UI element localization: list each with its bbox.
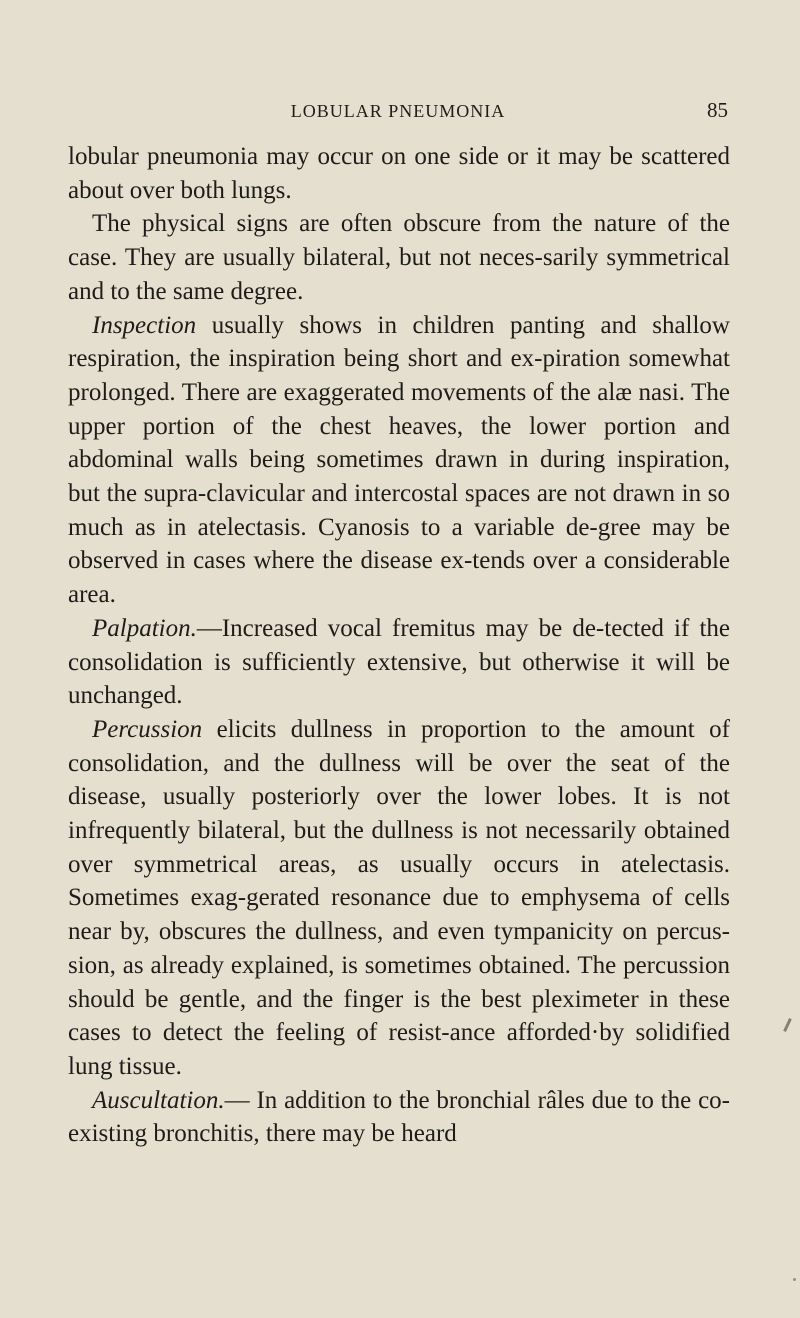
paragraph-text: The physical signs are often obscure from the nature of the case. They are usually bilateral, but not neces-sarily symmetrical and to the same degree. bbox=[68, 210, 730, 305]
paragraph-auscultation bbox=[68, 1084, 730, 1151]
paragraph-physical-signs bbox=[68, 207, 730, 308]
paragraph-percussion bbox=[68, 713, 730, 1084]
page-number: 85 bbox=[707, 98, 728, 122]
page-header bbox=[68, 98, 728, 131]
paragraph-text: —Increased vocal fremitus may be de-tected if the consolidation is sufficiently extensive, but otherwise it will be unchanged. bbox=[68, 614, 730, 710]
paragraph-text: elicits dullness in proportion to the amount of consolidation, and the dullness will be over the seat of the disease, usually posteriorly over the lower lobes. It is not infrequently bilateral, but the dullness is not necessarily obtained over symmetrical areas, as usually occurs in atelectasis. Sometimes exag-gerated resonance due to emphysema of cells near by, obscures the dullness, and even tympanicity on percus-sion, as already explained, is sometimes obtained. The percussion should be gentle, and the finger is the best pleximeter in these cases to detect the feeling of resist-ance afforded·by solidified lung tissue. bbox=[68, 715, 730, 1080]
section-heading-percussion: Percussion bbox=[92, 715, 203, 743]
paragraph-continued bbox=[68, 140, 730, 207]
margin-mark bbox=[783, 1018, 792, 1032]
margin-dot bbox=[793, 1278, 796, 1281]
paragraph-text: lobular pneumonia may occur on one side or it may be scattered about over both lungs. bbox=[68, 143, 730, 204]
body-text bbox=[68, 140, 730, 1151]
paragraph-text: — In addition to the bronchial râles due to the co-existing bronchitis, there may be heard bbox=[68, 1086, 730, 1148]
paragraph-palpation bbox=[68, 612, 730, 713]
running-head: LOBULAR PNEUMONIA bbox=[290, 101, 506, 121]
section-heading-inspection: Inspection bbox=[92, 311, 197, 339]
section-heading-palpation: Palpation. bbox=[92, 614, 197, 642]
paragraph-text: usually shows in children panting and shallow respiration, the inspiration being short and ex-piration somewhat prolonged. There are exaggerated movements of the alæ nasi. The upper portion of the chest heaves, the lower portion and abdominal walls being sometimes drawn in during inspiration, but the supra-clavicular and intercostal spaces are not drawn in so much as in atelectasis. Cyanosis to a variable de-gree may be observed in cases where the disease ex-tends over a considerable area. bbox=[68, 311, 730, 609]
paragraph-inspection bbox=[68, 309, 730, 612]
section-heading-auscultation: Auscultation. bbox=[92, 1086, 225, 1114]
